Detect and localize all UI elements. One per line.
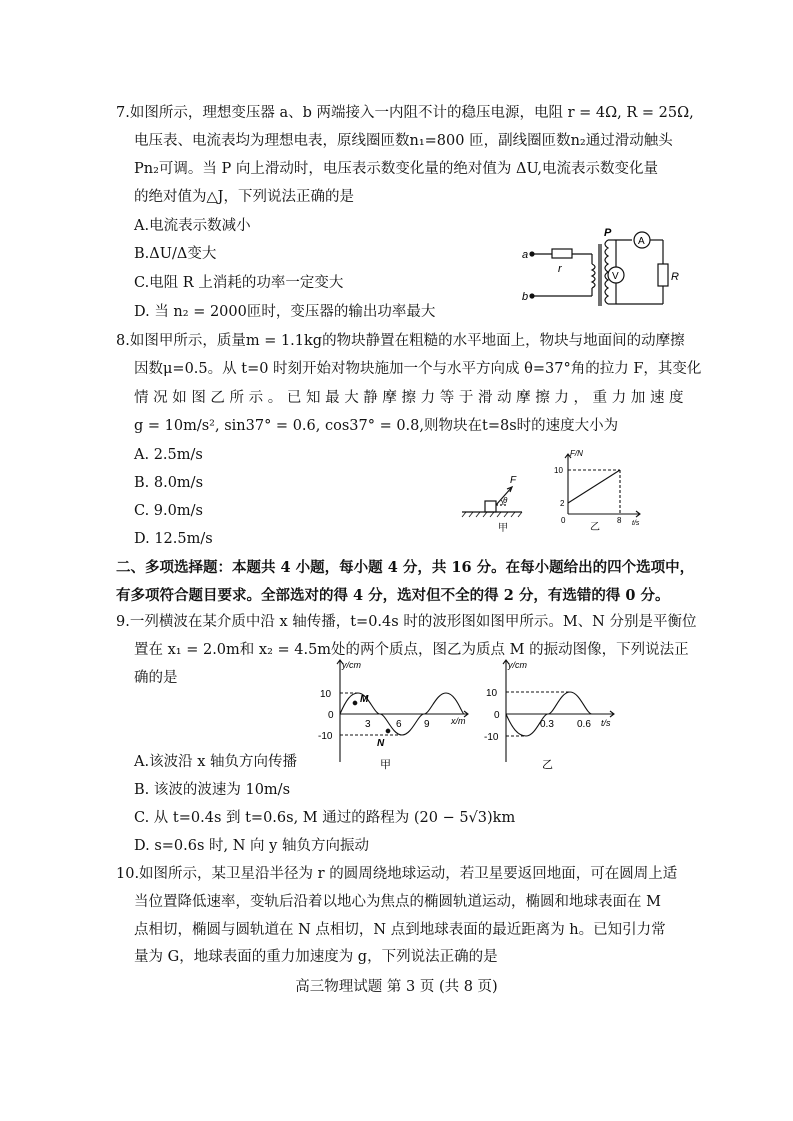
x-axis-label: t/s (632, 520, 640, 527)
resistor-R (658, 264, 668, 286)
terminal-b (530, 294, 534, 298)
q9-line3: 确的是 (134, 670, 178, 686)
q9-option-d: D. s=0.6s 时, N 向 y 轴负方向振动 (134, 838, 369, 854)
caption-jia: 甲 (380, 759, 391, 771)
q8-option-d: D. 12.5m/s (134, 531, 213, 547)
tick-3: 3 (365, 719, 371, 730)
y-axis-label: y/cm (342, 660, 361, 670)
tick-8: 8 (617, 516, 622, 525)
caption-jia: 甲 (498, 523, 508, 534)
q10-line3: 点相切，椭圆与圆轨道在 N 点相切，N 点到地球表面的最近距离为 h。已知引力常 (134, 922, 666, 938)
q8-line4: g = 10m/s², sin37° = 0.6, cos37° = 0.8,则物块在t=8s时的速度大小为 (134, 418, 619, 434)
y-axis-label: y/cm (508, 660, 527, 670)
q8-line1: 8.如图甲所示，质量m = 1.1kg的物块静置在粗糙的水平地面上，物块与地面间的动摩擦 (116, 333, 685, 349)
origin: 0 (328, 710, 334, 721)
q8-line2: 因数μ=0.5。从 t=0 时刻开始对物块施加一个与水平方向成 θ=37°角的拉力 F，其变化 (134, 361, 702, 377)
q7-option-a: A.电流表示数减小 (134, 218, 251, 234)
q8-line3: 情 况 如 图 乙 所 示 。 已 知 最 大 静 摩 擦 力 等 于 滑 动 摩 擦 力 ， 重 力 加 速 度 (134, 390, 684, 406)
q9-line2: 置在 x₁ = 2.0m和 x₂ = 4.5m处的两个质点，图乙为质点 M 的振动图像，下列说法正 (134, 642, 689, 658)
section-2-line1: 二、多项选择题：本题共 4 小题，每小题 4 分，共 16 分。在每小题给出的四个选项中， (116, 559, 695, 576)
wave-graph-jia (318, 652, 473, 772)
force-time-graph (548, 448, 648, 534)
label-r: r (558, 263, 562, 275)
q7-line1: 7.如图所示，理想变压器 a、b 两端接入一内阻不计的稳压电源，电阻 r = 4Ω, R = 25Ω, (116, 105, 694, 121)
tick-6: 6 (396, 719, 402, 730)
label-V: V (612, 271, 619, 282)
point-M (353, 701, 357, 705)
tick-2: 2 (560, 499, 565, 508)
q7-option-b: B.ΔU/Δ变大 (134, 246, 217, 262)
q10-line1: 10.如图所示，某卫星沿半径为 r 的圆周绕地球运动，若卫星要返回地面，可在圆周上适 (116, 866, 678, 882)
label-theta: θ (503, 496, 508, 505)
label-F: F (510, 475, 517, 486)
caption-yi: 乙 (590, 522, 600, 533)
label-R: R (671, 271, 679, 283)
caption-yi: 乙 (542, 759, 553, 771)
q8-option-b: B. 8.0m/s (134, 475, 204, 491)
page-footer: 高三物理试题 第 3 页 (共 8 页) (295, 979, 498, 995)
label-M: M (360, 694, 369, 705)
label-A: A (638, 236, 645, 247)
x-axis-label: t/s (601, 718, 611, 728)
q8-option-c: C. 9.0m/s (134, 503, 203, 519)
tick-10: 10 (320, 689, 332, 700)
tick-10: 10 (554, 466, 563, 475)
primary-coil (592, 264, 595, 288)
section-2-line2: 有多项符合题目要求。全部选对的得 4 分，选对但不全的得 2 分，有选错的得 0 分。 (116, 587, 670, 604)
q7-line4: 的绝对值为△J，下列说法正确的是 (134, 189, 354, 205)
label-P: P (604, 227, 612, 239)
q9-line1: 9.一列横波在某介质中沿 x 轴传播，t=0.4s 时的波形图如图甲所示。M、N 分别是平衡位 (116, 614, 697, 630)
vibration-graph-yi (480, 652, 620, 772)
origin: 0 (561, 516, 566, 525)
q8-option-a: A. 2.5m/s (134, 447, 203, 463)
tick-0-6: 0.6 (577, 719, 591, 730)
q7-line3: Pn₂可调。当 P 向上滑动时，电压表示数变化量的绝对值为 ΔU,电流表示数变化量 (134, 161, 658, 177)
tick-neg-10: -10 (484, 732, 499, 743)
q7-line2: 电压表、电流表均为理想电表，原线圈匝数n₁=800 匝，副线圈匝数n₂通过滑动触头 (134, 133, 673, 149)
tick-0-3: 0.3 (540, 719, 554, 730)
label-a: a (522, 249, 529, 261)
q7-option-c: C.电阻 R 上消耗的功率一定变大 (134, 275, 344, 291)
q9-option-b: B. 该波的波速为 10m/s (134, 782, 291, 798)
q9-option-c: C. 从 t=0.4s 到 t=0.6s, M 通过的路程为 (20 − 5√3)km (134, 810, 516, 826)
tick-neg-10: -10 (318, 731, 333, 742)
tick-10: 10 (486, 688, 498, 699)
secondary-coil (605, 240, 608, 304)
transformer-circuit-diagram (520, 222, 695, 314)
block-force-diagram (458, 470, 528, 534)
resistor-r (552, 249, 572, 258)
q7-option-d: D. 当 n₂ = 2000匝时，变压器的输出功率最大 (134, 304, 436, 320)
block (485, 501, 496, 512)
label-b: b (522, 291, 529, 303)
tick-9: 9 (424, 719, 430, 730)
force-line (568, 470, 620, 503)
origin: 0 (494, 710, 500, 721)
point-N (386, 729, 390, 733)
y-axis-label: F/N (570, 449, 583, 458)
terminal-a (530, 252, 534, 256)
x-axis-label: x/m (451, 716, 466, 726)
q10-line2: 当位置降低速率，变轨后沿着以地心为焦点的椭圆轨道运动，椭圆和地球表面在 M (134, 894, 661, 910)
q10-line4: 量为 G，地球表面的重力加速度为 g，下列说法正确的是 (134, 949, 498, 965)
q9-option-a: A.该波沿 x 轴负方向传播 (134, 754, 297, 770)
label-N: N (377, 738, 385, 749)
